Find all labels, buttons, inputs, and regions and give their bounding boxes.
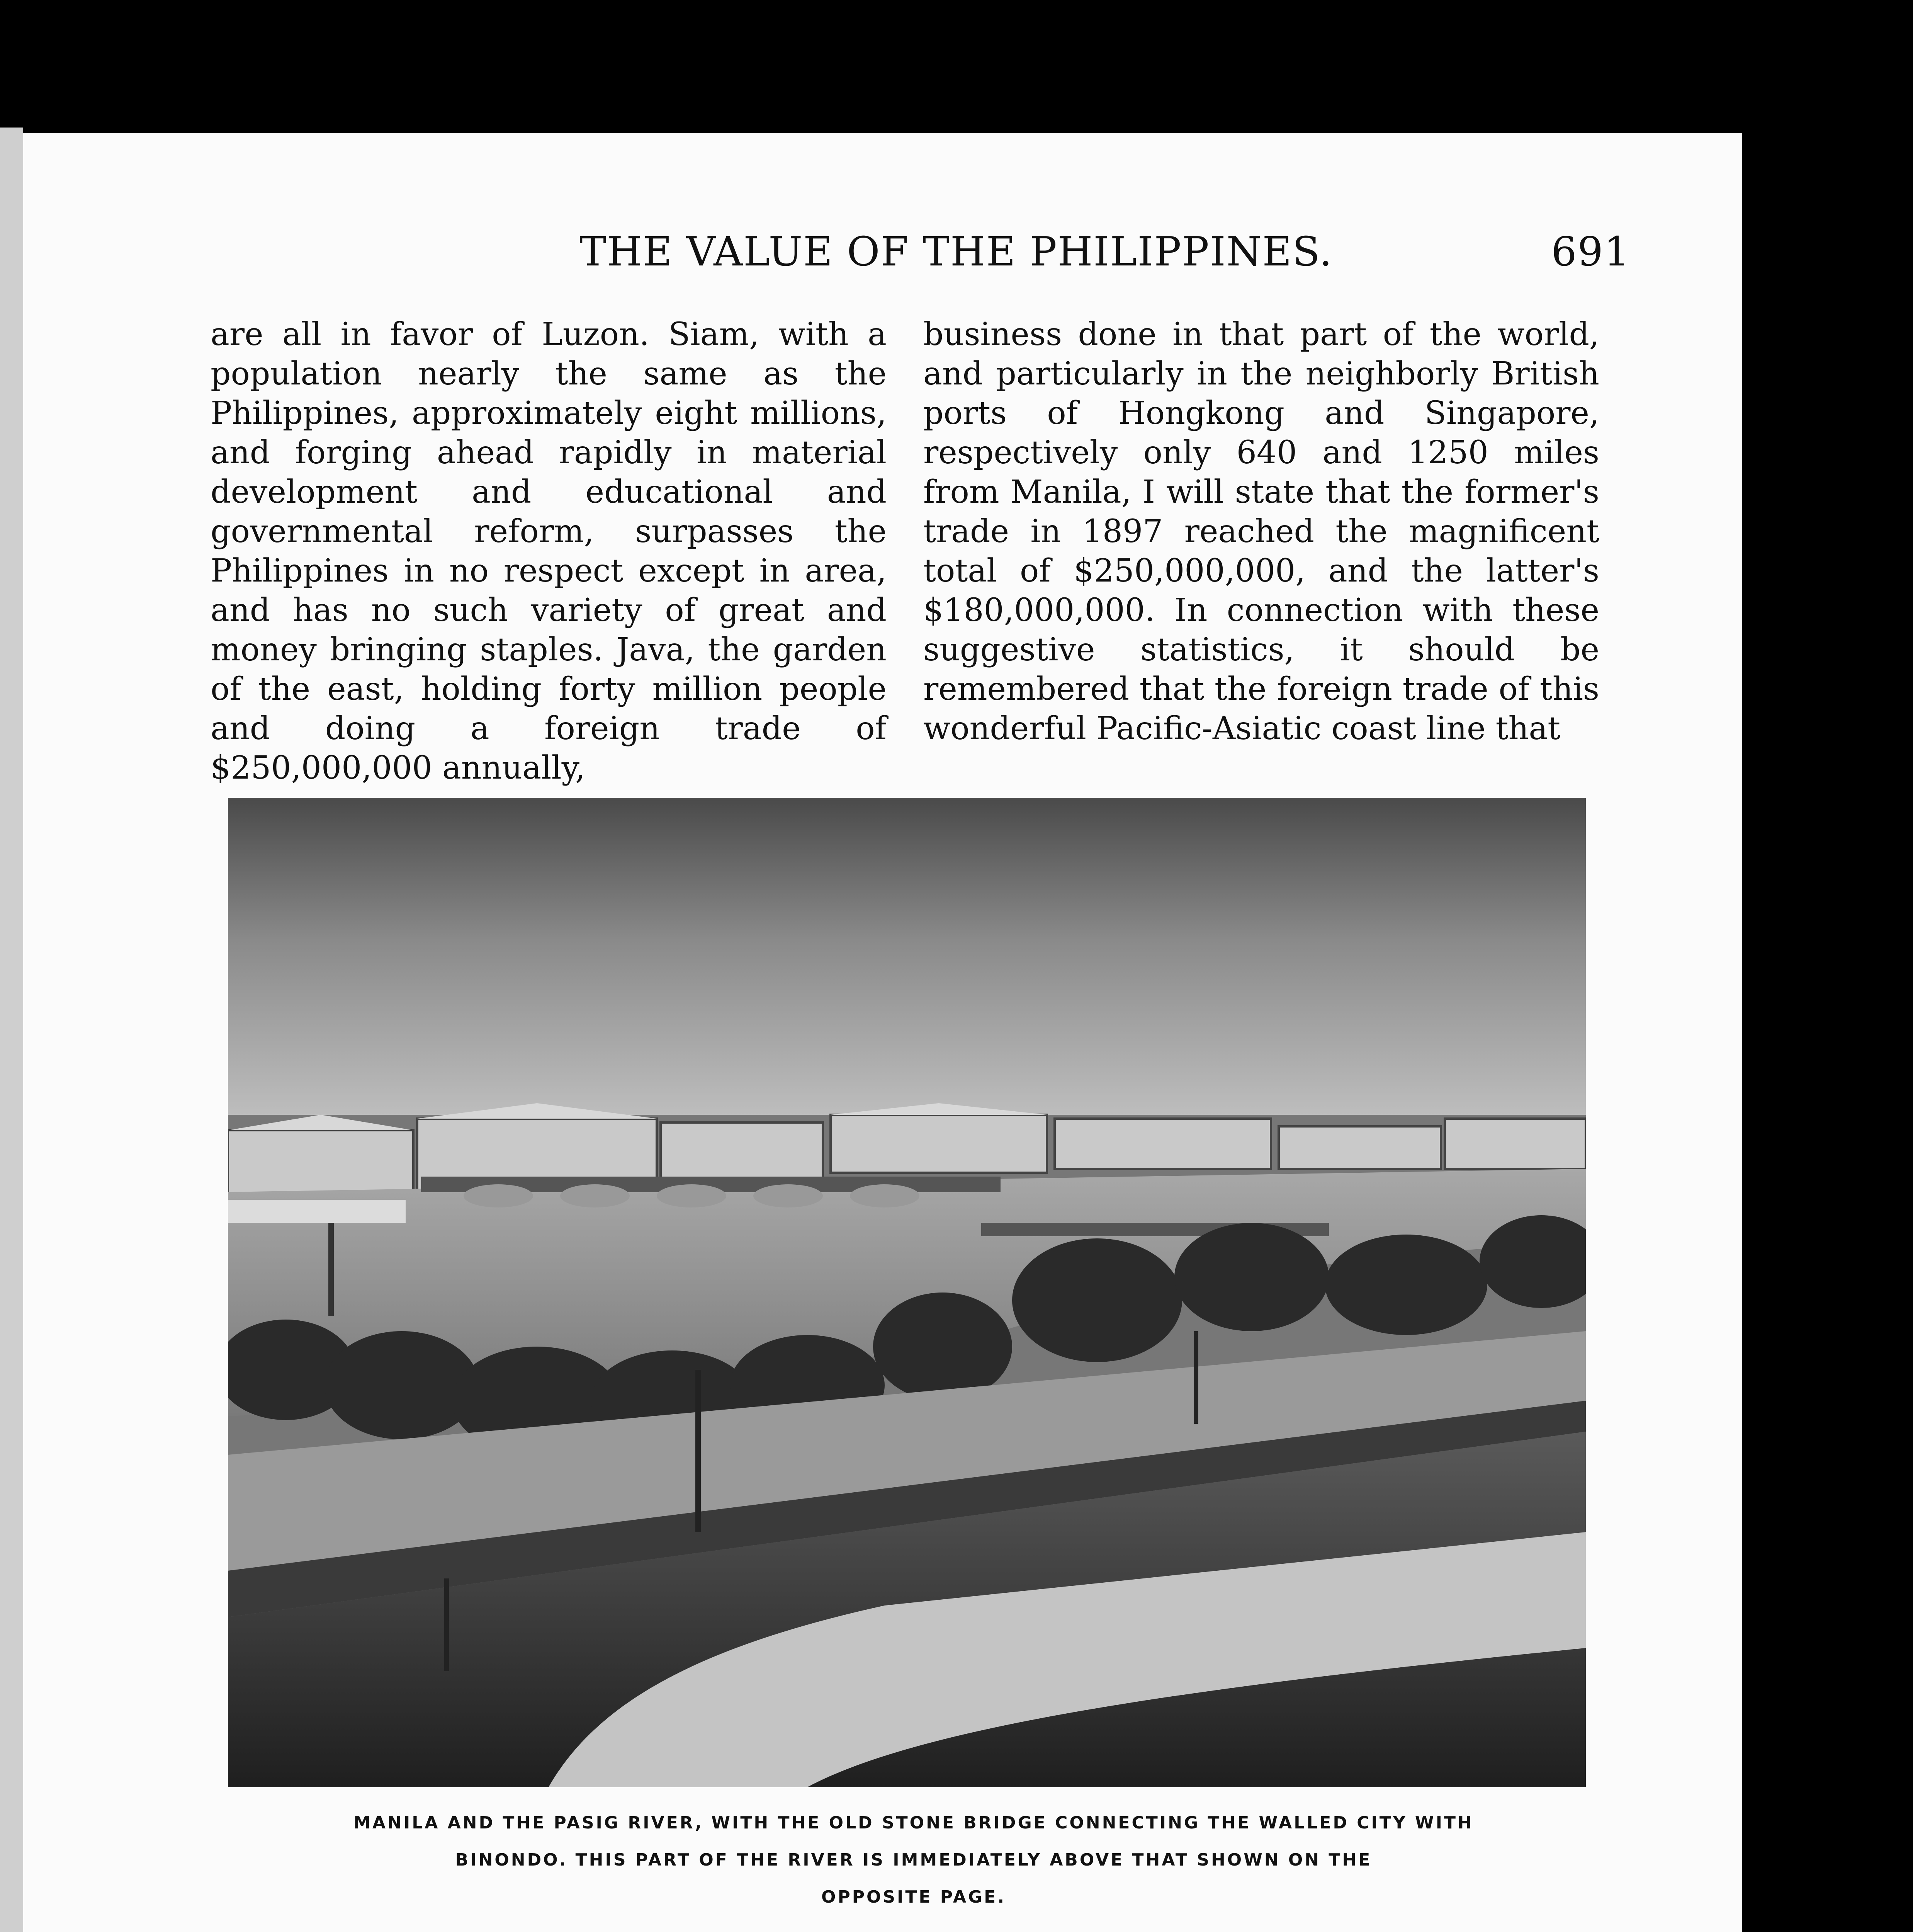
paragraph: are all in favor of Luzon. Siam, with a population nearly the same as the Philippines, approximately eight millions, and forging ahead rapidly in material development and educational and governmental reform, surpasses the Philippines in no respect except in area, and has no such variety of great and money bringing staples. Java, the garden of the east, holding forty million people and doing a foreign trade of $250,000,000 annually, [211,316,887,786]
caption-line: MANILA AND THE PASIG RIVER, WITH THE OLD STONE BRIDGE CONNECTING THE WALLED CITY WITH [353,1813,1474,1833]
running-header [579,224,1630,286]
column-top-left [211,315,887,786]
photo-caption [211,1804,1617,1916]
running-title: THE VALUE OF THE PHILIPPINES. [579,228,1333,275]
caption-line: BINONDO. THIS PART OF THE RIVER IS IMMEDIATELY ABOVE THAT SHOWN ON THE [455,1850,1372,1870]
caption-line: OPPOSITE PAGE. [821,1887,1006,1907]
page-edge [0,128,23,1932]
column-top-right [923,315,1599,747]
manila-river-photo [228,798,1586,1787]
page-number: 691 [1551,228,1630,275]
magazine-page [23,133,1742,1932]
paragraph: business done in that part of the world, and particularly in the neighborly British ports of Hongkong and Singapore, respectively only 640 and 1250 miles from Manila, I will state that the former's trade in 1897 reached the magnificent total of $250,000,000, and the latter's $180,000,000. In connection with these suggestive statistics, it should be remembered that the foreign trade of this wonderful Pacific-Asiatic coast line that [923,316,1599,747]
